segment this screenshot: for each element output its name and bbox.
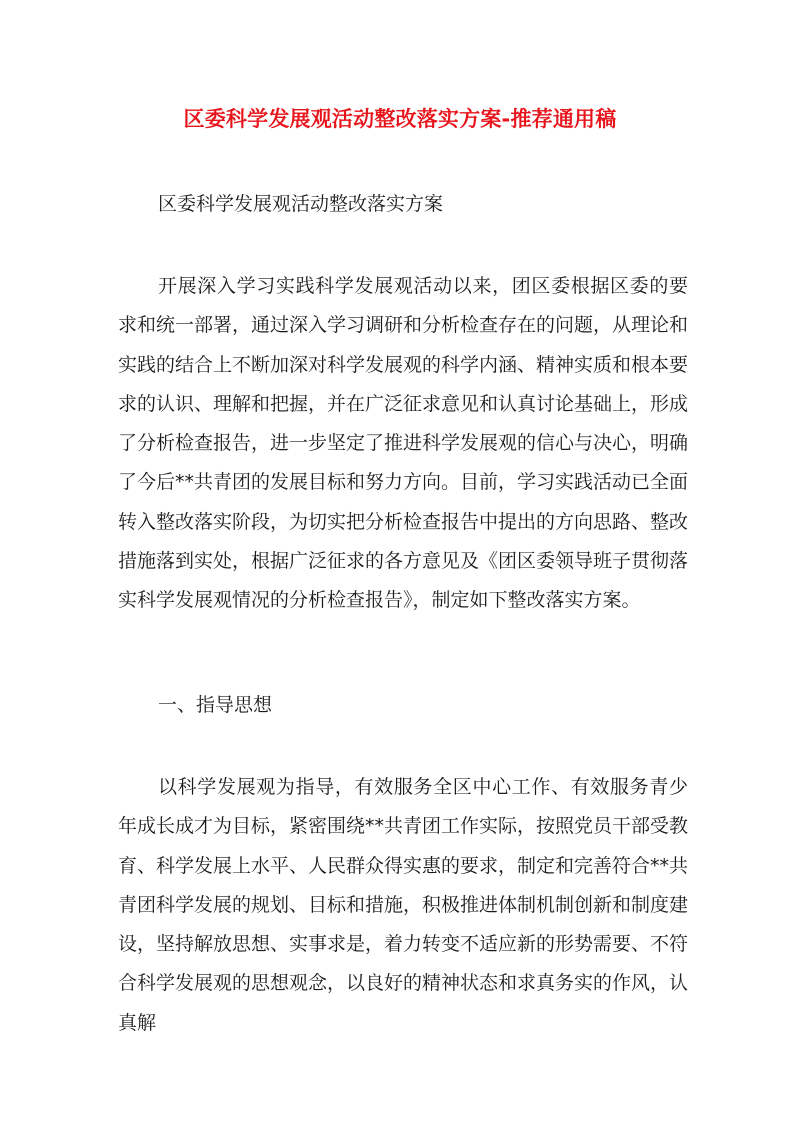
section-heading-guiding-ideology: 一、指导思想 bbox=[158, 694, 273, 716]
document-title: 区委科学发展观活动整改落实方案-推荐通用稿 bbox=[183, 107, 617, 131]
guiding-ideology-paragraph: 以科学发展观为指导，有效服务全区中心工作、有效服务青少年成长成才为目标，紧密围绕**共青团工作实际，按照党员干部受教育、科学发展上水平、人民群众得实惠的要求，制定和完善符合**共青团科学发展的规划、目标和措施，积极推进体制机制创新和制度建设，坚持解放思想、实事求是，着力转变不适应新的形势需要、不符合科学发展观的思想观念，以良好的精神状态和求真务实的作风，认真解 bbox=[118, 776, 688, 1034]
document-subtitle: 区委科学发展观活动整改落实方案 bbox=[158, 193, 444, 215]
intro-paragraph: 开展深入学习实践科学发展观活动以来，团区委根据区委的要求和统一部署，通过深入学习调研和分析检查存在的问题，从理论和实践的结合上不断加深对科学发展观的科学内涵、精神实质和根本要求的认识、理解和把握，并在广泛征求意见和认真讨论基础上，形成了分析检查报告，进一步坚定了推进科学发展观的信心与决心，明确了今后**共青团的发展目标和努力方向。目前，学习实践活动已全面转入整改落实阶段，为切实把分析检查报告中提出的方向思路、整改措施落到实处，根据广泛征求的各方意见及《团区委领导班子贯彻落实科学发展观情况的分析检查报告》，制定如下整改落实方案。 bbox=[118, 275, 689, 612]
